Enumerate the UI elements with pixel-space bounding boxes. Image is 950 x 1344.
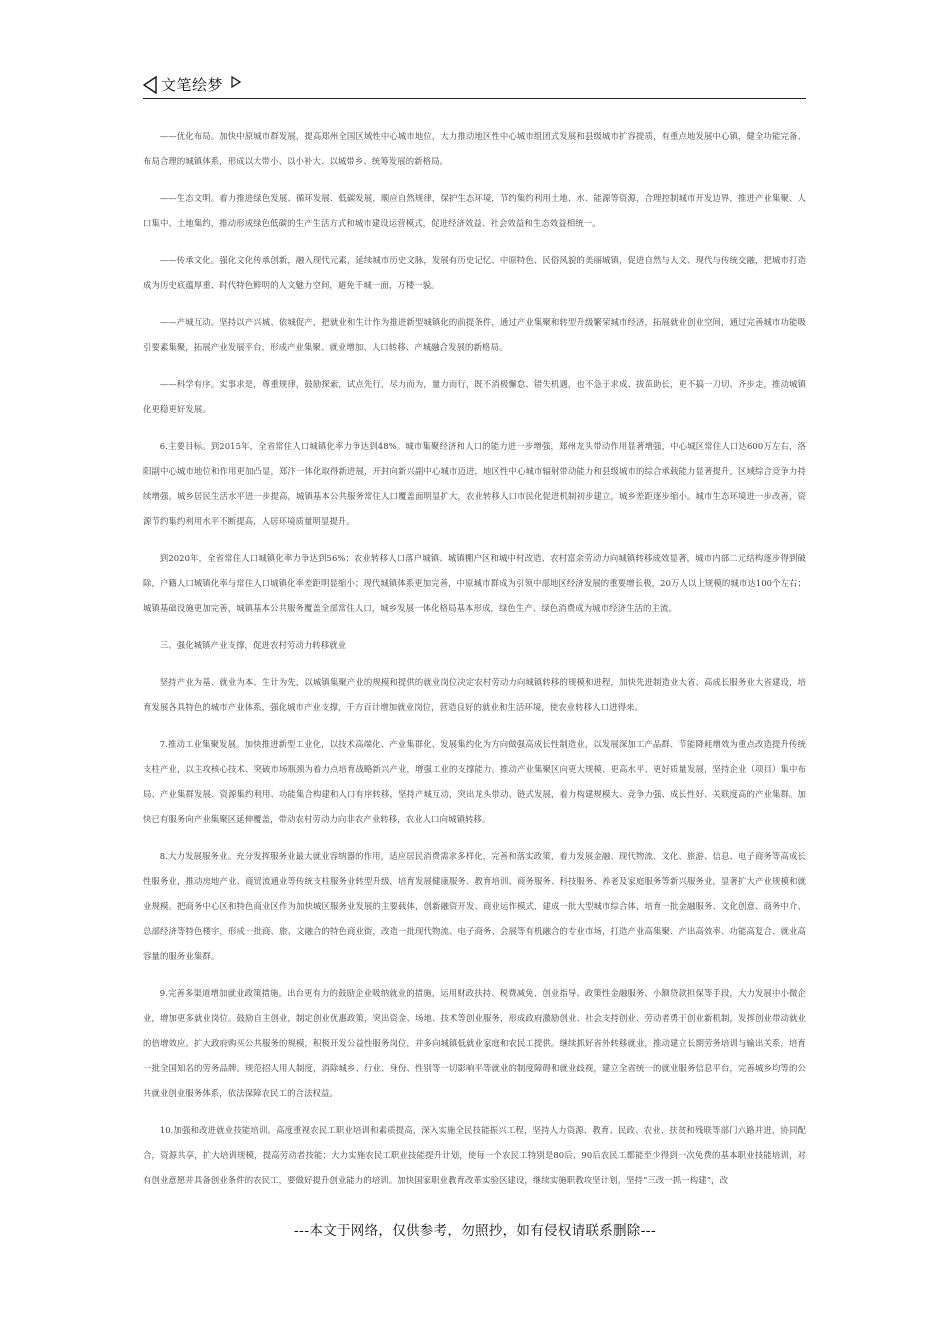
triangle-right-icon bbox=[231, 76, 241, 88]
section-heading: 三、强化城镇产业支撑，促进农村劳动力转移就业 bbox=[159, 640, 347, 650]
paragraph-ecology: ——生态文明。着力推进绿色发展、循环发展、低碳发展，顺应自然规律，保护生态环境，节约集约利用土地、水、能源等资源，合理控制城市开发边界，推进产业集聚、人口集中、土地集约，推动形成绿色低碳的生产生活方式和城市建设运营模式，促进经济效益、社会效益和生态效益相统一。 bbox=[143, 193, 806, 228]
paragraph-goal-2015: 6.主要目标。到2015年，全省常住人口城镇化率力争达到48%。城市集聚经济和人口的能力进一步增强，郑州龙头带动作用显著增强，中心城区常住人口达600万左右，洛阳副中心城市地位和作用更加凸显，郑汴一体化取得新进展，开封向新兴副中心城市迈进，地区性中心城市辐射带动能力和县级城市的综合承载能力显著提升，区域综合竞争力持续增强。城乡居民生活水平进一步提高，城镇基本公共服务常住人口覆盖面明显扩大，农业转移人口市民化促进机制初步建立，城乡差距逐步缩小。城市生态环境进一步改善，资源节约集约利用水平不断提高，人居环境质量明显提升。 bbox=[143, 441, 806, 526]
paragraph-industry-city: ——产城互动。坚持以产兴城、依城促产，把就业和生计作为推进新型城镇化的前提条件，通过产业集聚和转型升级繁荣城市经济，拓展就业创业空间，通过完善城市功能吸引要素集聚，拓展产业发展平台，形成产业集聚、就业增加、人口转移、产城融合发展的新格局。 bbox=[143, 317, 806, 352]
paragraph-culture: ——传承文化。强化文化传承创新，融入现代元素，延续城市历史文脉，发展有历史记忆、中原特色、民俗风貌的美丽城镇，促进自然与人文、现代与传统交融，把城市打造成为历史底蕴厚重、时代特色鲜明的人文魅力空间，避免千城一面，万楼一貌。 bbox=[143, 255, 806, 290]
paragraph-layout: ——优化布局。加快中原城市群发展，提高郑州全国区域性中心城市地位，大力推动地区性中心城市组团式发展和县级城市扩容提质，有重点地发展中心镇，健全功能完备、布局合理的城镇体系，形成以大带小、以小补大、以城带乡、统筹发展的新格局。 bbox=[143, 131, 806, 166]
paragraph-section-intro: 坚持产业为基、就业为本、生计为先，以城镇集聚产业的规模和提供的就业岗位决定农村劳动力向城镇转移的规模和进程，加快先进制造业大省、高成长服务业大省建设，培育发展各具特色的城市产业体系，强化城市产业支撑，千方百计增加就业岗位，营造良好的就业和生活环境，使农业转移人口进得来。 bbox=[143, 677, 806, 712]
triangle-left-icon bbox=[143, 76, 157, 94]
brand-logo bbox=[143, 74, 241, 95]
footer-disclaimer: ---本文于网络，仅供参考，勿照抄，如有侵权请联系删除--- bbox=[293, 1223, 657, 1239]
paragraph-item-7: 7.推动工业集聚发展。加快推进新型工业化，以技术高端化、产业集群化、发展集约化为方向做强高成长性制造业，以发展深加工产品群、节能降耗增效为重点改造提升传统支柱产业，以主攻核心技术、突破市场瓶颈为着力点培育战略新兴产业，增强工业的支撑能力。推动产业集聚区向更大规模、更高水平、更好质量发展，坚持企业（项目）集中布局、产业集群发展、资源集约利用、功能集合构建和人口有序转移，坚持产城互动，突出龙头带动、链式发展，着力构建规模大、竞争力强、成长性好、关联度高的产业集群。加快已有服务向产业集聚区延伸覆盖，带动农村劳动力向非农产业转移，农业人口向城镇转移。 bbox=[143, 739, 806, 824]
brand-name: 文笔绘梦 bbox=[161, 76, 224, 94]
paragraph-item-9: 9.完善多渠道增加就业政策措施。出台更有力的鼓励企业吸纳就业的措施，运用财政扶持、税费减免、创业指导、政策性金融服务、小额贷款担保等手段，大力发展中小微企业，增加更多就业岗位。鼓励自主创业，制定创业优惠政策，突出资金、场地、技术等创业服务，形成政府激励创业、社会支持创业、劳动者勇于创业新机制，发挥创业带动就业的倍增效应。扩大政府购买公共服务的规模，积极开发公益性服务岗位，并多向城镇低就业家庭和农民工提供。继续抓好省外转移就业，推动建立长期劳务培训与输出关系，培育一批全国知名的劳务品牌。规范招人用人制度，消除城乡、行业、身份、性别等一切影响平等就业的制度障碍和就业歧视，建立全省统一的就业服务信息平台，完善城乡均等的公共就业创业服务体系，依法保障农民工的合法权益。 bbox=[143, 988, 806, 1098]
page-header bbox=[143, 72, 806, 99]
paragraph-scientific-order: ——科学有序。实事求是，尊重规律，鼓励探索，试点先行，尽力而为，量力而行，既不消极懈怠、错失机遇，也不急于求成、拔苗助长，更不搞一刀切、齐步走，推动城镇化更稳更好发展。 bbox=[143, 379, 806, 414]
document-body bbox=[143, 124, 806, 1205]
paragraph-item-10: 10.加强和改进就业技能培训。高度重视农民工职业培训和素质提高，深入实施全民技能振兴工程，坚持人力资源、教育、民政、农业、扶贫和残联等部门六路并进，协同配合，资源共享，扩大培训规模，提高劳动者技能；大力实施农民工职业技能提升计划，使每一个农民工特别是80后、90后农民工都能至少得到一次免费的基本职业技能培训，对有创业意愿并具备创业条件的农民工，要做好提升创业能力的培训。加快国家职业教育改革实验区建设，继续实施职教攻坚计划，坚持“三改一抓一构建”，改 bbox=[143, 1125, 806, 1185]
paragraph-item-8: 8.大力发展服务业。充分发挥服务业最大就业容纳器的作用，适应居民消费需求多样化，完善和落实政策，着力发展金融、现代物流、文化、旅游、信息、电子商务等高成长性服务业，推动房地产业、商贸流通业等传统支柱服务业转型升级，培育发展健康服务、教育培训、商务服务、科技服务、养老及家庭服务等新兴服务业，显著扩大产业规模和就业规模。把商务中心区和特色商业区作为加快城区服务业发展的主要载体，创新融资开发、商业运作模式，建成一批大型城市综合体，培育一批金融服务、文化创意、商务中介、总部经济等特色楼宇，形成一批商、旅、文融合的特色商业街，改造一批现代物流、电子商务、会展等有机融合的专业市场，打造产业高集聚、产出高效率、功能高复合、就业高容量的服务业集群。 bbox=[143, 851, 806, 961]
paragraph-goal-2020: 到2020年，全省常住人口城镇化率力争达到56%；农业转移人口落户城镇、城镇棚户区和城中村改造、农村富余劳动力向城镇转移成效显著，城市内部二元结构逐步得到破除，户籍人口城镇化率与常住人口城镇化率差距明显缩小；现代城镇体系更加完善，中原城市群成为引领中部地区经济发展的重要增长极，20万人以上规模的城市达100个左右；城镇基础设施更加完善，城镇基本公共服务覆盖全部常住人口，城乡发展一体化格局基本形成，绿色生产、绿色消费成为城市经济生活的主流。 bbox=[143, 553, 806, 613]
